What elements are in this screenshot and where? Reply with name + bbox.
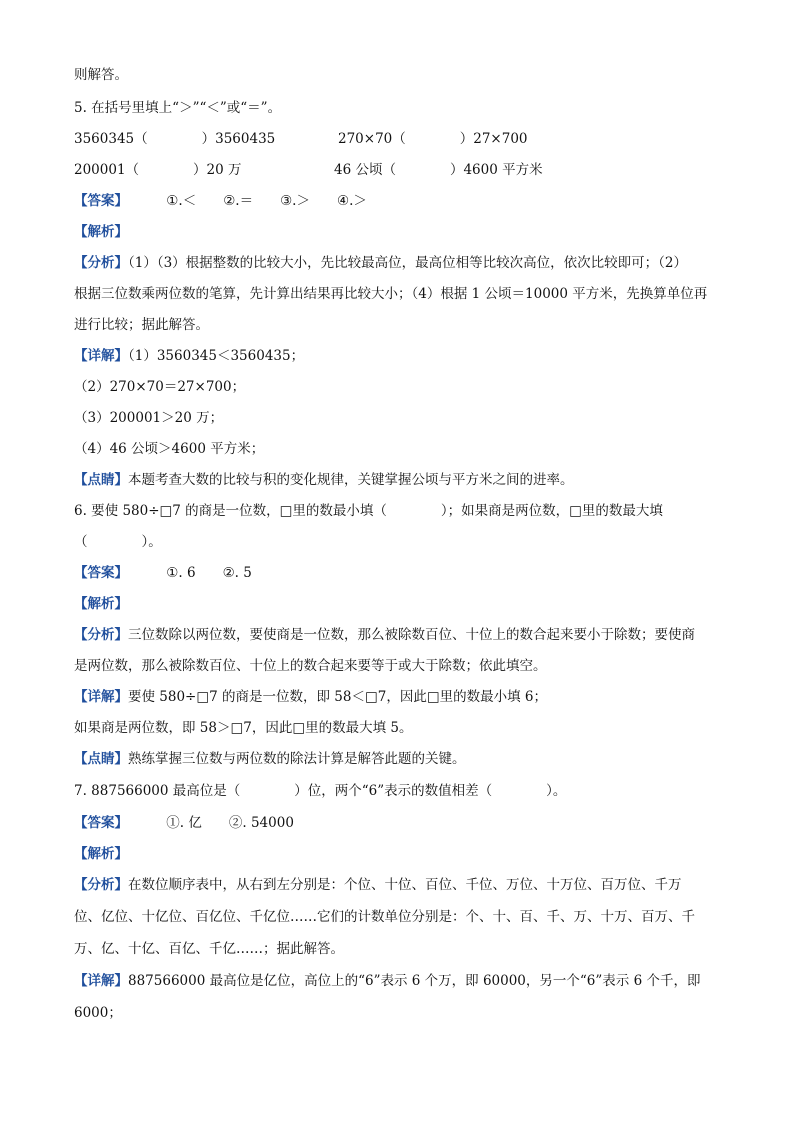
answer-row [74, 814, 294, 832]
analysis-heading [74, 845, 128, 863]
xiangjie-label: 【详解】 [74, 973, 128, 989]
compare-item-3: 200001（ ）20 万 [74, 162, 242, 178]
fenxi-label: 【分析】 [74, 627, 128, 643]
dianjing-row [74, 471, 574, 489]
dianjing-text: 熟练掌握三位数与两位数的除法计算是解答此题的关键。 [128, 751, 466, 767]
answer-row [74, 192, 367, 210]
xiangjie-label: 【详解】 [74, 689, 128, 705]
answer-row [74, 564, 252, 582]
compare-item-1: 3560345（ ）3560435 [74, 131, 276, 147]
analysis-heading [74, 595, 128, 613]
jiexi-label: 【解析】 [74, 846, 128, 862]
xiangjie-text: 要使 580÷□7 的商是一位数，即 58＜□7，因此□里的数最小填 6； [128, 689, 547, 705]
xiangjie-text: 887566000 最高位是亿位，高位上的“6”表示 6 个万，即 60000，另一个“6”表示 6 个千，即 [128, 973, 701, 989]
xiangjie-row [74, 972, 700, 990]
text-line: 进行比较；据此解答。 [74, 317, 209, 333]
text-line: 则解答。 [74, 67, 128, 83]
question-7: 7. 887566000 最高位是（ ）位，两个“6”表示的数值相差（ ）。 [74, 783, 567, 799]
text-line: （ ）。 [74, 534, 162, 550]
text-line: （3）200001＞20 万； [74, 410, 224, 426]
compare-item-2: 270×70（ ）27×700 [338, 131, 528, 147]
text-line: 位、亿位、十亿位、百亿位、千亿位……它们的计数单位分别是：个、十、百、千、万、十万、百万、千 [74, 909, 695, 925]
xiangjie-row [74, 347, 304, 365]
xiangjie-row [74, 688, 547, 706]
jiexi-label: 【解析】 [74, 224, 128, 240]
fenxi-text: （1）（3）根据整数的比较大小，先比较最高位，最高位相等比较次高位，依次比较即可；（2） [128, 255, 688, 271]
fenxi-label: 【分析】 [74, 255, 128, 271]
answer-text: ①.＜ ②.＝ ③.＞ ④.＞ [166, 193, 367, 209]
question-5: 5. 在括号里填上“＞”“＜”或“＝”。 [74, 100, 282, 116]
dianjing-label: 【点睛】 [74, 751, 128, 767]
answer-text: ①. 亿 ②. 54000 [166, 815, 294, 831]
fenxi-row [74, 626, 695, 644]
text-line: （4）46 公顷＞4600 平方米； [74, 441, 265, 457]
jiexi-label: 【解析】 [74, 596, 128, 612]
answer-label: 【答案】 [74, 193, 128, 209]
question-6: 6. 要使 580÷□7 的商是一位数，□里的数最小填（ ）；如果商是两位数，□里的数最大填 [74, 503, 663, 519]
xiangjie-text: （1）3560345＜3560435； [128, 348, 305, 364]
text-line: 如果商是两位数，即 58＞□7，因此□里的数最大填 5。 [74, 720, 413, 736]
text-line: 万、亿、十亿、百亿、千亿……；据此解答。 [74, 941, 344, 957]
answer-label: 【答案】 [74, 815, 128, 831]
fenxi-text: 三位数除以两位数，要使商是一位数，那么被除数百位、十位上的数合起来要小于除数；要使商 [128, 627, 695, 643]
fenxi-row [74, 876, 682, 894]
text-line: 6000； [74, 1005, 122, 1021]
text-line: （2）270×70＝27×700； [74, 379, 246, 395]
answer-label: 【答案】 [74, 565, 128, 581]
dianjing-row [74, 750, 466, 768]
analysis-heading [74, 223, 128, 241]
fenxi-row [74, 254, 687, 272]
fenxi-label: 【分析】 [74, 877, 128, 893]
dianjing-label: 【点睛】 [74, 472, 128, 488]
xiangjie-label: 【详解】 [74, 348, 128, 364]
fenxi-text: 在数位顺序表中，从右到左分别是：个位、十位、百位、千位、万位、十万位、百万位、千万 [128, 877, 682, 893]
dianjing-text: 本题考查大数的比较与积的变化规律，关键掌握公顷与平方米之间的进率。 [128, 472, 574, 488]
compare-item-4: 46 公顷（ ）4600 平方米 [334, 162, 543, 178]
answer-text: ①. 6 ②. 5 [166, 565, 252, 581]
text-line: 根据三位数乘两位数的笔算，先计算出结果再比较大小；（4）根据 1 公顷＝10000 平方米，先换算单位再 [74, 286, 708, 302]
text-line: 是两位数，那么被除数百位、十位上的数合起来要等于或大于除数；依此填空。 [74, 658, 547, 674]
